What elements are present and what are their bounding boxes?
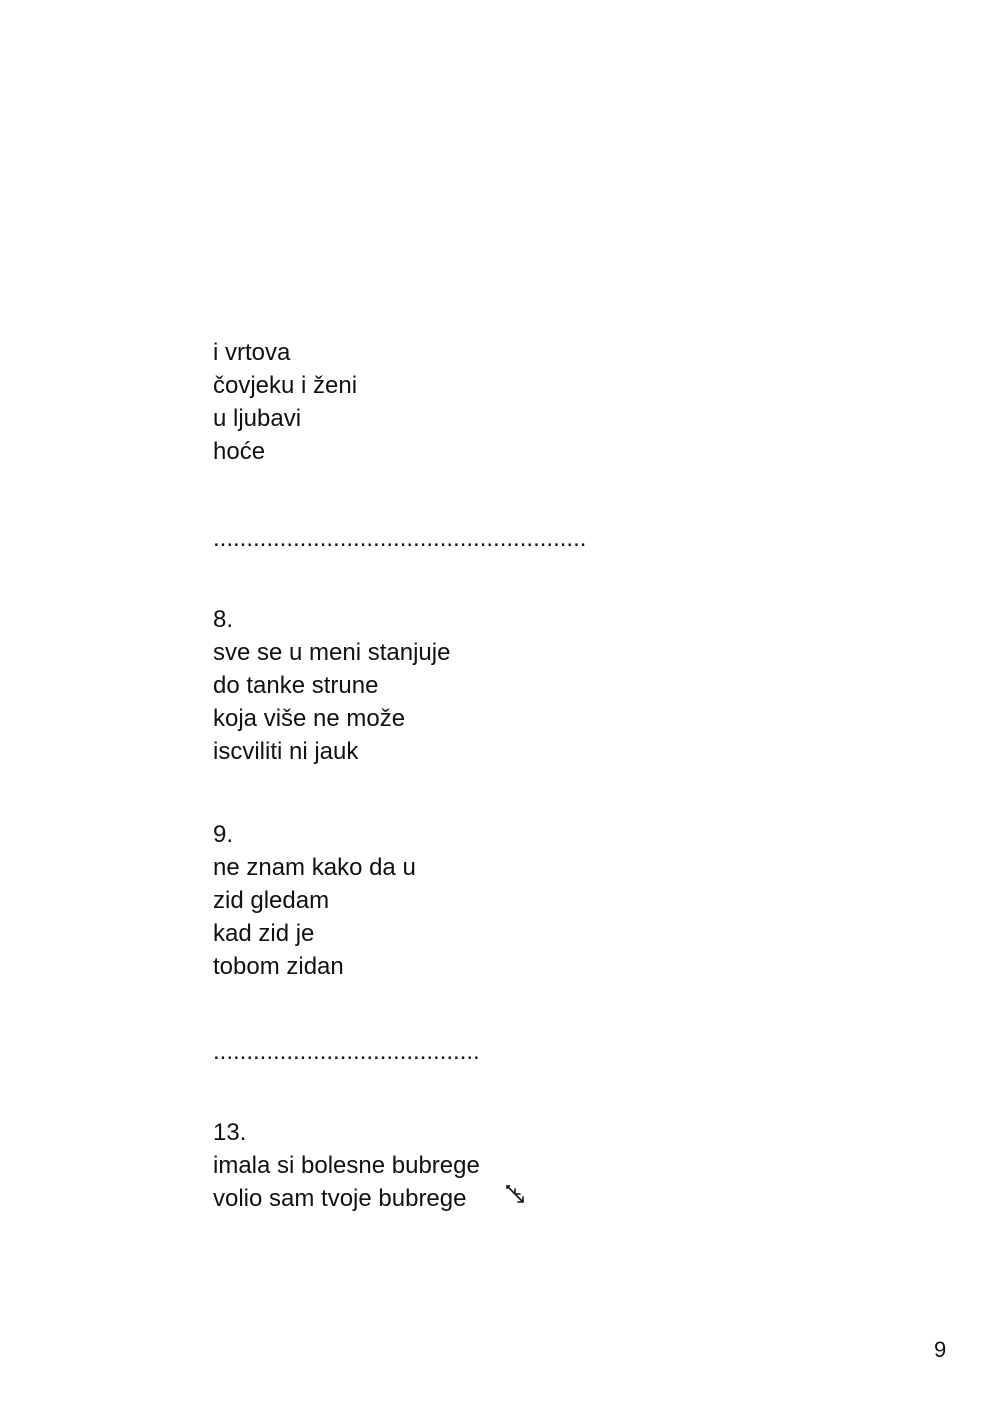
stanza-line: imala si bolesne bubrege [213, 1152, 480, 1179]
stanza-line: koja više ne može [213, 705, 406, 732]
stanza-line: u ljubavi [213, 405, 302, 432]
stanza-line: volio sam tvoje bubrege [213, 1185, 467, 1212]
page-number: 9 [934, 1337, 947, 1362]
poem-number: 9. [213, 821, 234, 848]
stanza-line: do tanke strune [213, 672, 379, 699]
stanza-line: zid gledam [213, 887, 330, 914]
dotted-separator: ........................................................ [213, 525, 587, 552]
hand-pointer-icon [504, 1181, 526, 1214]
intro-stanza [213, 336, 773, 468]
poem-text-column [213, 336, 773, 1216]
dotted-separator: ........................................ [213, 1038, 480, 1065]
stanza-line: sve se u meni stanjuje [213, 639, 451, 666]
stanza-line: čovjeku i ženi [213, 372, 358, 399]
poem-9 [213, 818, 773, 983]
poem-8 [213, 603, 773, 768]
stanza-line: ne znam kako da u [213, 854, 416, 881]
poem-number: 13. [213, 1119, 247, 1146]
poem-13 [213, 1116, 773, 1216]
stanza-line-with-mark [213, 1182, 773, 1216]
poem-number: 8. [213, 606, 234, 633]
stanza-line: tobom zidan [213, 953, 344, 980]
stanza-line: i vrtova [213, 339, 291, 366]
stanza-line: hoće [213, 438, 266, 465]
stanza-line: kad zid je [213, 920, 315, 947]
stanza-line: iscviliti ni jauk [213, 738, 359, 765]
